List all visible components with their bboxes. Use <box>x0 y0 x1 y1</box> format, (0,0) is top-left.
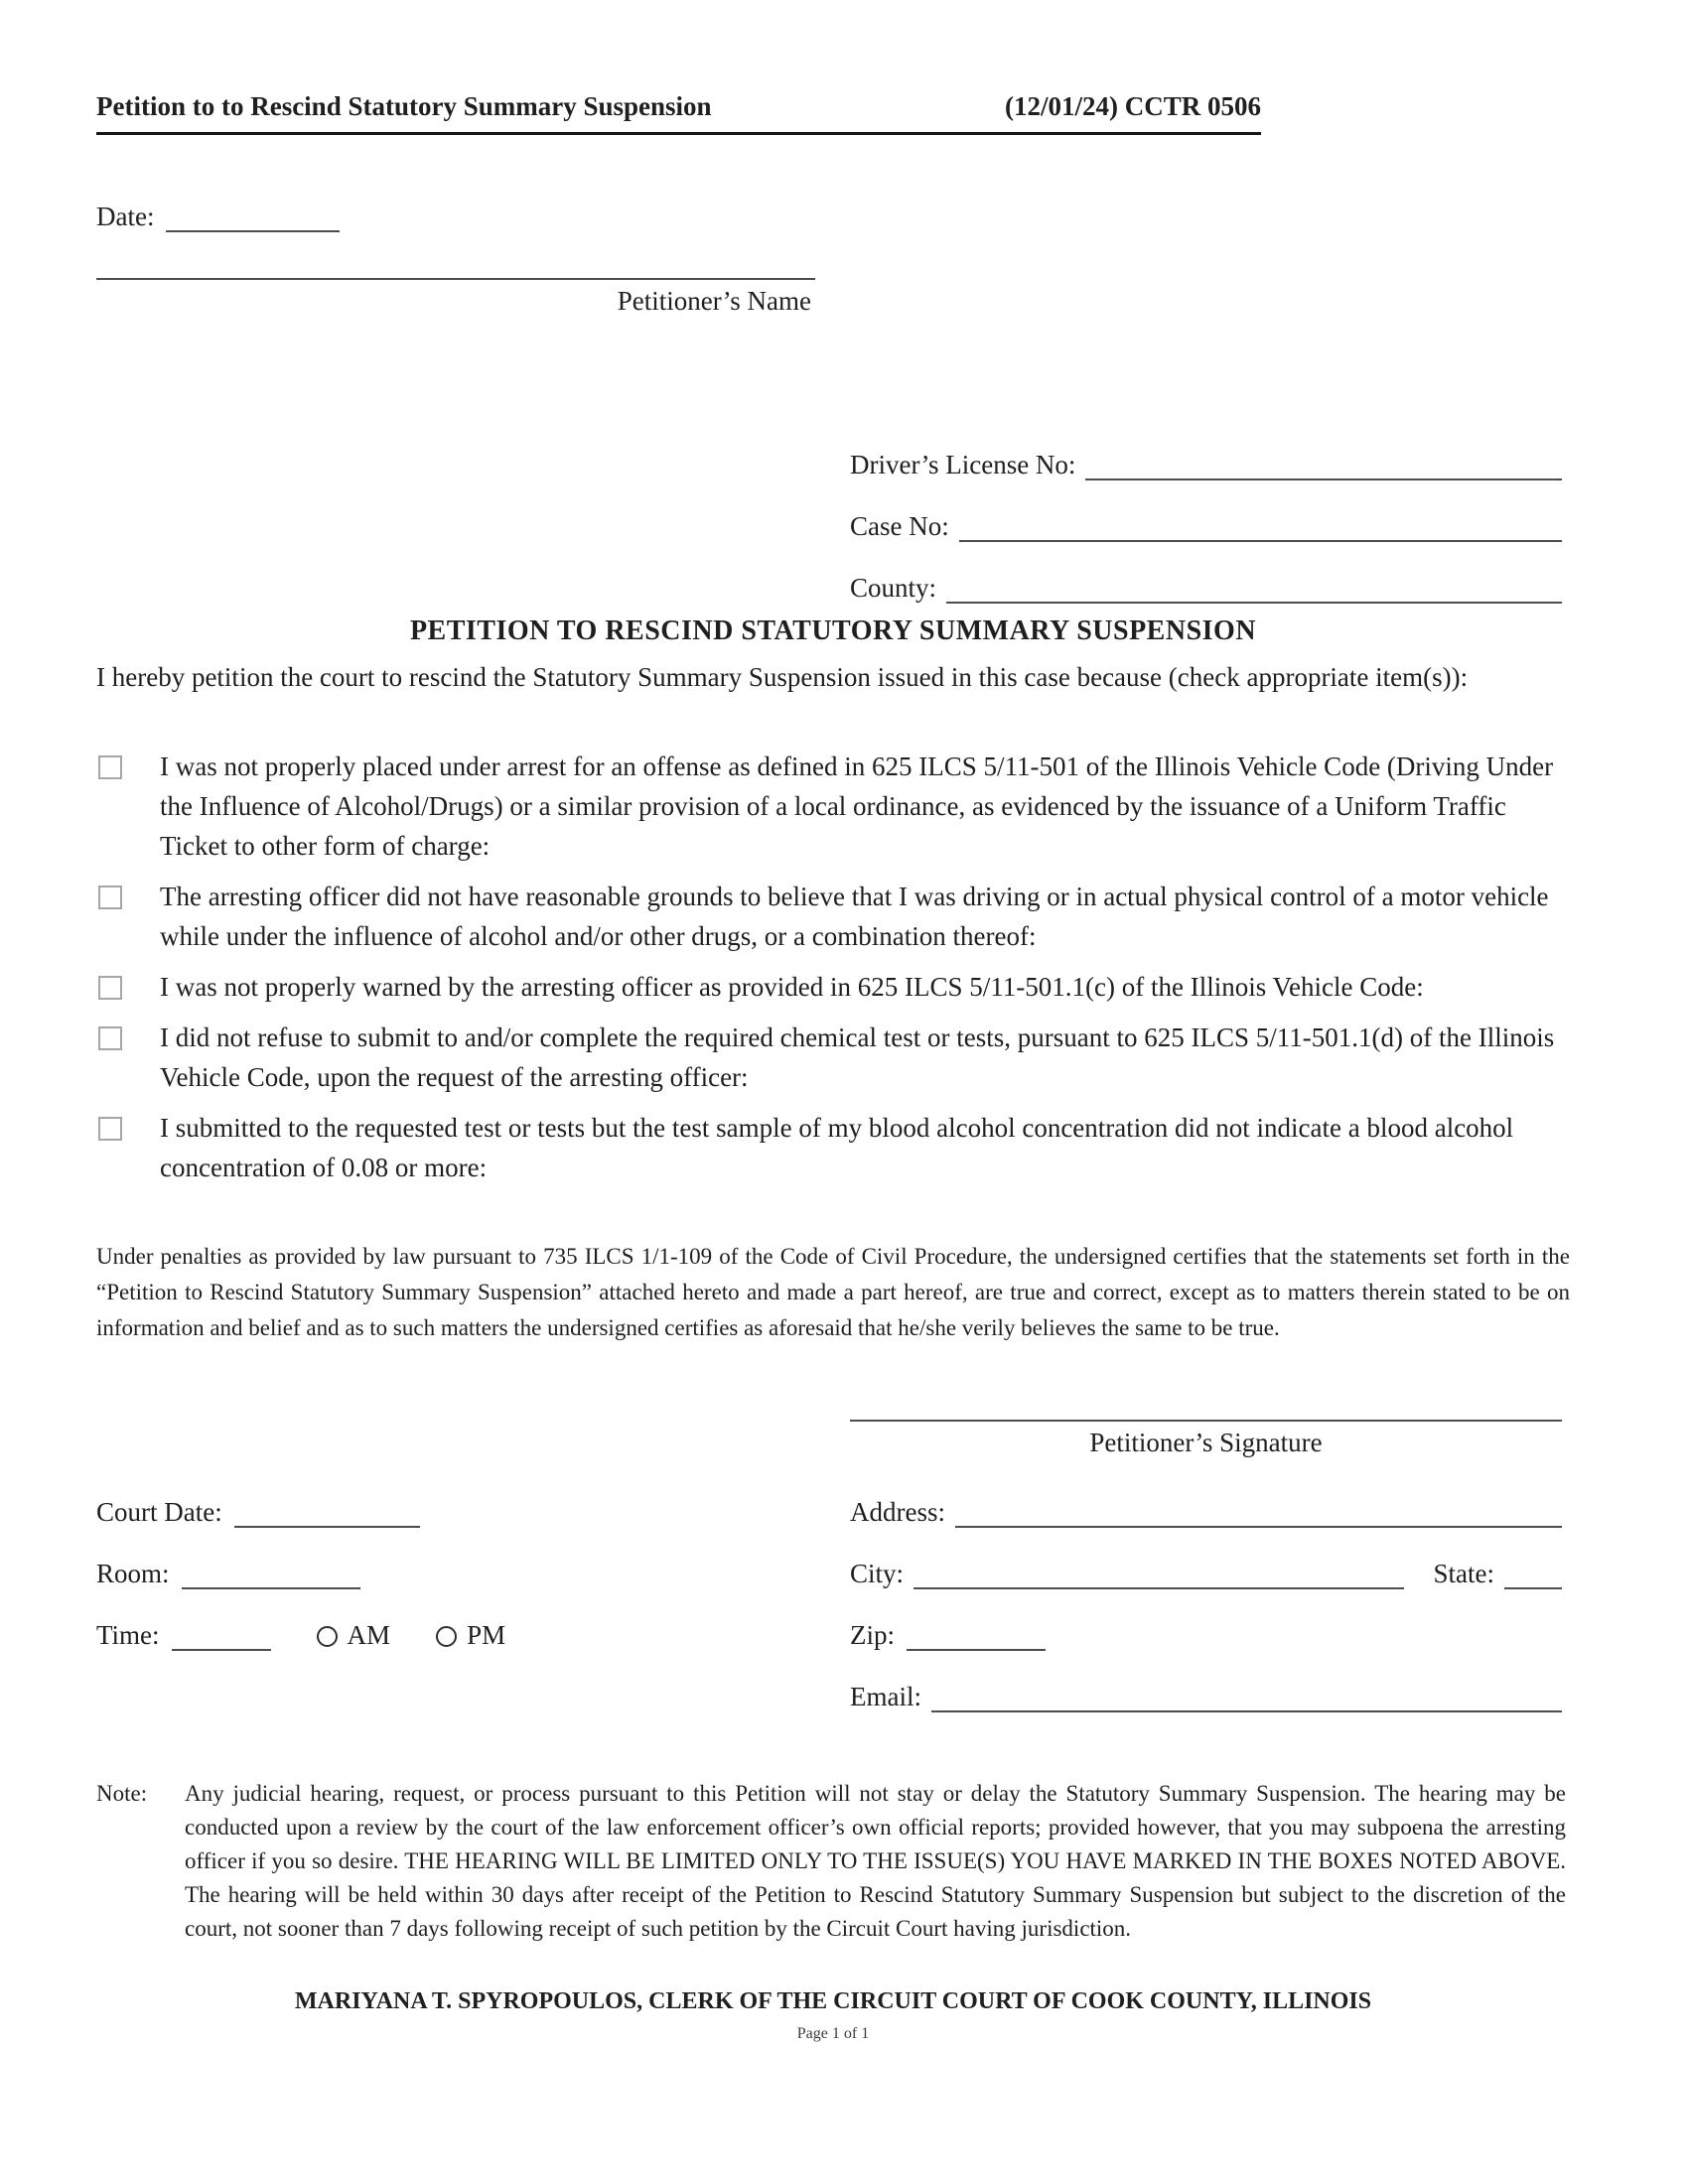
room-input-line[interactable] <box>182 1554 360 1589</box>
state-input-line[interactable] <box>1504 1554 1562 1589</box>
case-no-row <box>850 508 1562 542</box>
zip-label: Zip: <box>850 1620 895 1650</box>
time-row <box>96 1617 593 1651</box>
checkbox-bac-below-limit[interactable] <box>98 1117 122 1141</box>
petition-intro: I hereby petition the court to rescind the Statutory Summary Suspension issued in this case because (check appropriate item(s)): <box>96 662 1469 692</box>
petition-checklist <box>96 747 1566 1198</box>
address-label: Address: <box>850 1497 945 1527</box>
court-date-input-line[interactable] <box>234 1492 420 1528</box>
note-text: Any judicial hearing, request, or process pursuant to this Petition will not stay or delay the Statutory Summary Suspension. The hearing may be conducted upon a review by the court of the law enforcement officer’s own official reports; provided however, that you may subpoena the arresting officer if you so desire. THE HEARING WILL BE LIMITED ONLY TO THE ISSUE(S) YOU HAVE MARKED IN THE BOXES NOTED ABOVE. The hearing will be held within 30 days after receipt of the Petition to Rescind Statutory Summary Suspension but subject to the discretion of the court, not sooner than 7 days following receipt of such petition by the Circuit Court having jurisdiction. <box>185 1781 1566 1941</box>
drivers-license-label: Driver’s License No: <box>850 450 1076 479</box>
county-input-line[interactable] <box>946 568 1562 604</box>
check-item-text: I submitted to the requested test or tests but the test sample of my blood alcohol concentration did not indicate a blood alcohol concentration of 0.08 or more: <box>160 1113 1514 1182</box>
petitioner-name-label: Petitioner’s Name <box>617 286 811 316</box>
checkbox-not-properly-warned[interactable] <box>98 976 122 1000</box>
am-radio-label: AM <box>347 1620 391 1650</box>
case-no-label: Case No: <box>850 511 949 541</box>
note-block <box>96 1777 1566 1946</box>
form-number: (12/01/24) CCTR 0506 <box>1005 91 1261 121</box>
time-label: Time: <box>96 1620 160 1650</box>
pm-radio-label: PM <box>467 1620 506 1650</box>
petitioner-name-block <box>96 250 815 317</box>
court-date-row <box>96 1494 593 1528</box>
checkbox-did-not-refuse-test[interactable] <box>98 1026 122 1050</box>
note-label: Note: <box>96 1781 148 1806</box>
check-item-improper-arrest <box>96 747 1566 866</box>
zip-row <box>850 1617 1562 1651</box>
email-input-line[interactable] <box>931 1677 1562 1712</box>
room-label: Room: <box>96 1559 170 1588</box>
address-row <box>850 1494 1562 1528</box>
certification-paragraph: Under penalties as provided by law pursuant to 735 ILCS 1/1-109 of the Code of Civil Procedure, the undersigned certifies that the statements set forth in the “Petition to Rescind Statutory Summary Suspension” attached hereto and made a part hereof, are true and correct, except as to matters therein stated to be on information and belief and as to such matters the undersigned certifies as aforesaid that he/she verily believes the same to be true. <box>96 1244 1570 1340</box>
petitioner-signature-line[interactable] <box>850 1390 1562 1422</box>
date-label: Date: <box>96 202 155 231</box>
room-row <box>96 1556 593 1589</box>
check-item-text: I was not properly placed under arrest for an offense as defined in 625 ILCS 5/11-501 of the Illinois Vehicle Code (Driving Under the Influence of Alcohol/Drugs) or a similar provision of a local ordinance, as evidenced by the issuance of a Uniform Traffic Ticket to other form of charge: <box>160 751 1554 861</box>
zip-input-line[interactable] <box>907 1615 1046 1651</box>
petitioner-name-input-line[interactable] <box>96 250 815 280</box>
city-input-line[interactable] <box>914 1554 1403 1589</box>
am-radio[interactable] <box>317 1626 338 1647</box>
state-label: State: <box>1433 1559 1494 1588</box>
petitioner-signature-label: Petitioner’s Signature <box>1089 1428 1323 1457</box>
checkbox-not-properly-arrested[interactable] <box>98 755 122 779</box>
checkbox-no-reasonable-grounds[interactable] <box>98 886 122 909</box>
date-input-line[interactable] <box>166 197 340 232</box>
date-row <box>96 199 340 232</box>
check-item-not-warned <box>96 967 1566 1007</box>
id-fields <box>850 447 1562 631</box>
pm-radio-group[interactable] <box>436 1620 505 1651</box>
email-label: Email: <box>850 1682 921 1711</box>
city-label: City: <box>850 1559 905 1588</box>
time-input-line[interactable] <box>172 1615 271 1651</box>
email-row <box>850 1679 1562 1712</box>
court-schedule-fields <box>96 1494 593 1679</box>
signature-block <box>850 1390 1562 1458</box>
clerk-footer-line: MARIYANA T. SPYROPOULOS, CLERK OF THE CIRCUIT COURT OF COOK COUNTY, ILLINOIS <box>294 1988 1372 2014</box>
petition-title: PETITION TO RESCIND STATUTORY SUMMARY SUSPENSION <box>409 615 1257 646</box>
check-item-bac-below-limit <box>96 1108 1566 1187</box>
check-item-text: I did not refuse to submit to and/or complete the required chemical test or tests, pursuant to 625 ILCS 5/11-501.1(d) of the Illinois Vehicle Code, upon the request of the arresting officer: <box>160 1023 1555 1092</box>
court-date-label: Court Date: <box>96 1497 222 1527</box>
page-number: Page 1 of 1 <box>796 2025 870 2042</box>
check-item-no-reasonable-grounds <box>96 877 1566 956</box>
pm-radio[interactable] <box>436 1626 457 1647</box>
form-header <box>96 91 1261 135</box>
contact-fields <box>850 1494 1562 1740</box>
city-state-row <box>850 1556 1562 1589</box>
case-no-input-line[interactable] <box>959 506 1562 542</box>
drivers-license-input-line[interactable] <box>1085 445 1562 480</box>
county-row <box>850 570 1562 604</box>
drivers-license-row <box>850 447 1562 480</box>
county-label: County: <box>850 573 937 603</box>
check-item-text: I was not properly warned by the arresting officer as provided in 625 ILCS 5/11-501.1(c) of the Illinois Vehicle Code: <box>160 972 1424 1002</box>
address-input-line[interactable] <box>955 1492 1562 1528</box>
am-radio-group[interactable] <box>317 1620 391 1651</box>
form-header-title: Petition to to Rescind Statutory Summary Suspension <box>96 91 712 121</box>
check-item-text: The arresting officer did not have reasonable grounds to believe that I was driving or in actual physical control of a motor vehicle while under the influence of alcohol and/or other drugs, or a combination thereof: <box>160 882 1549 951</box>
check-item-did-not-refuse <box>96 1018 1566 1097</box>
